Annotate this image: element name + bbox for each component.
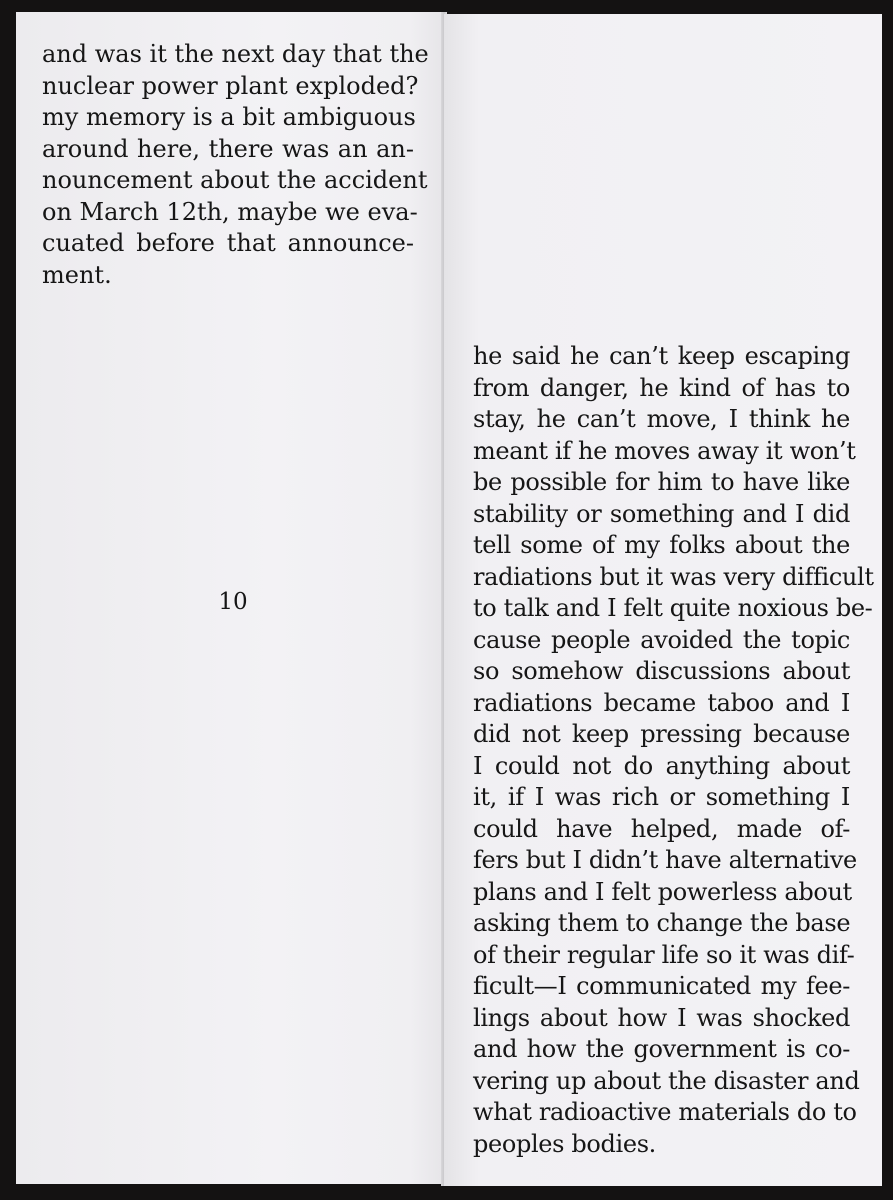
text-line: did not keep pressing because [473, 720, 850, 748]
text-line: cause people avoided the topic [473, 625, 850, 654]
text-line: I could not do anything about [473, 751, 850, 780]
text-line: to talk and I felt quite noxious be- [473, 594, 873, 622]
text-line: stability or something and I did [473, 499, 850, 528]
text-line: on March 12th, maybe we eva- [42, 197, 418, 226]
paragraph-cant-escape [473, 341, 874, 1160]
text-line: ficult—I communicated my fee- [473, 972, 850, 1000]
text-line: ment. [42, 260, 112, 289]
right-page [444, 14, 882, 1186]
text-line: and was it the next day that the [42, 40, 429, 68]
text-line: be possible for him to have like [473, 468, 850, 496]
text-line: nouncement about the accident [42, 166, 428, 194]
text-line: nuclear power plant exploded? [42, 71, 419, 100]
text-line: it, if I was rich or something I [473, 783, 850, 811]
text-line: he said he can’t keep escaping [473, 342, 850, 370]
paragraph-nuclear-explosion [42, 39, 429, 102]
text-line: tell some of my folks about the [473, 531, 850, 559]
page-number: 10 [218, 589, 248, 615]
text-line: peoples bodies. [473, 1129, 656, 1158]
text-line: stay, he can’t move, I think he [473, 405, 850, 433]
left-page-text [42, 39, 429, 291]
text-line: lings about how I was shocked [473, 1003, 850, 1032]
text-line: radiations became taboo and I [473, 688, 850, 717]
text-line: so somehow discussions about [473, 657, 850, 685]
text-line: could have helped, made of- [473, 814, 850, 843]
text-line: from danger, he kind of has to [473, 373, 850, 402]
text-line: radiations but it was very difficult [473, 562, 874, 591]
left-page [16, 12, 444, 1184]
text-line: and how the government is co- [473, 1035, 850, 1063]
text-line: around here, there was an an- [42, 134, 414, 163]
text-line: of their regular life so it was dif- [473, 940, 855, 969]
text-line: plans and I felt powerless about [473, 877, 852, 906]
text-line: vering up about the disaster and [473, 1066, 860, 1095]
text-line: cuated before that announce- [42, 229, 414, 257]
text-line: what radioactive materials do to [473, 1098, 857, 1126]
text-line: my memory is a bit ambiguous [42, 103, 416, 131]
text-line: fers but I didn’t have alternative [473, 846, 857, 874]
text-line: meant if he moves away it won’t [473, 436, 856, 465]
right-page-text [473, 341, 874, 1160]
text-line: asking them to change the base [473, 909, 851, 937]
paragraph-memory-ambiguous [42, 102, 428, 291]
